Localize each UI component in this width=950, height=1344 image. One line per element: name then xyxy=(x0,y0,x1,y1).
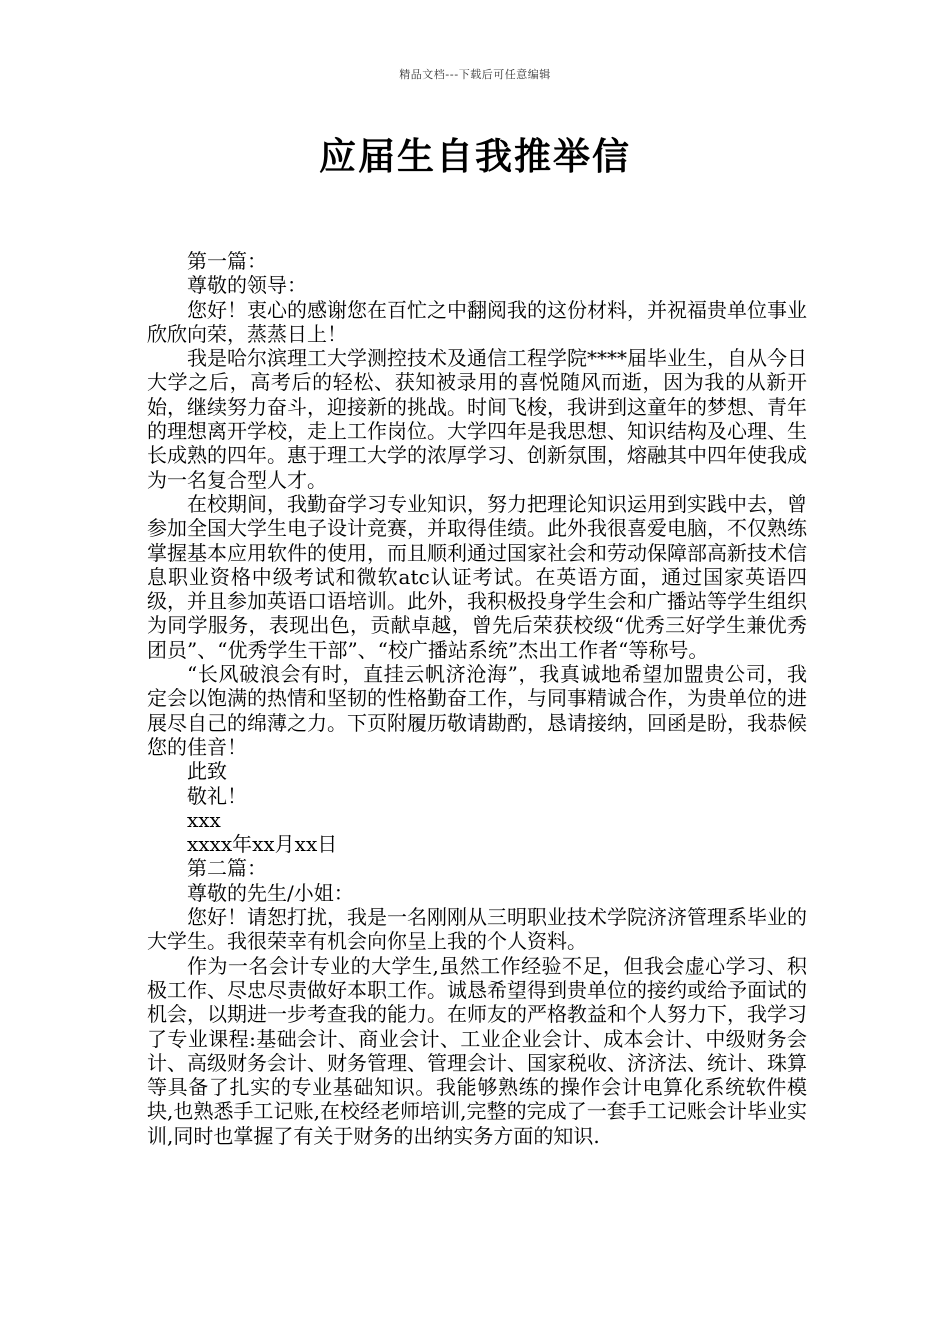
paragraph: 第一篇： xyxy=(187,249,267,273)
paragraph: xxx xyxy=(187,807,221,832)
paragraph: “长风破浪会有时，直挂云帆济沧海”，我真诚地希望加盟贵公司，我定会以饱满的热情和坚韧的性格勤奋工作，与同事精诚合作，为贵单位的进展尽自己的绵薄之力。下页附履历敬请勘酌，恳请接纳，回函是盼，我恭候您的佳音！ xyxy=(147,662,807,759)
paragraph: 敬礼！ xyxy=(187,783,247,808)
paragraph: 第二篇： xyxy=(187,856,267,881)
paragraph: xxxx年xx月xx日 xyxy=(187,832,338,857)
paragraph: 您好！请恕打扰，我是一名刚刚从三明职业技术学院济济管理系毕业的大学生。我很荣幸有机会向你呈上我的个人资料。 xyxy=(147,905,807,954)
letter-body xyxy=(147,249,807,1148)
paragraph: 作为一名会计专业的大学生,虽然工作经验不足，但我会虚心学习、积极工作、尽忠尽责做好本职工作。诚恳希望得到贵单位的接约或给予面试的机会，以期进一步考查我的能力。在师友的严格教益和个人努力下，我学习了专业课程:基础会计、商业会计、工业企业会计、成本会计、中级财务会计、高级财务会计、财务管理、管理会计、国家税收、济济法、统计、珠算等具备了扎实的专业基础知识。我能够熟练的操作会计电算化系统软件模块,也熟悉手工记账,在校经老师培训,完整的完成了一套手工记账会计毕业实训,同时也掌握了有关于财务的出纳实务方面的知识. xyxy=(147,953,807,1148)
paragraph: 尊敬的领导： xyxy=(187,273,307,298)
paragraph: 在校期间，我勤奋学习专业知识，努力把理论知识运用到实践中去，曾参加全国大学生电子设计竞赛，并取得佳绩。此外我很喜爱电脑，不仅熟练掌握基本应用软件的使用，而且顺利通过国家社会和劳动保障部高新技术信息职业资格中级考试和微软atc认证考试。在英语方面，通过国家英语四级，并且参加英语口语培训。此外，我积极投身学生会和广播站等学生组织为同学服务，表现出色，贡献卓越，曾先后荣获校级“优秀三好学生兼优秀团员”、“优秀学生干部”、“校广播站系统”杰出工作者“等称号。 xyxy=(147,491,807,662)
paragraph: 此致 xyxy=(187,759,227,784)
paragraph: 我是哈尔滨理工大学测控技术及通信工程学院****届毕业生，自从今日大学之后，高考后的轻松、获知被录用的喜悦随风而逝，因为我的从新开始，继续努力奋斗，迎接新的挑战。时间飞梭，我讲到这童年的梦想、青年的理想离开学校，走上工作岗位。大学四年是我思想、知识结构及心理、生长成熟的四年。惠于理工大学的浓厚学习、创新氛围，熔融其中四年使我成为一名复合型人才。 xyxy=(147,346,807,492)
document-title: 应届生自我推举信 xyxy=(319,135,631,178)
paragraph: 尊敬的先生/小姐： xyxy=(187,880,354,905)
paragraph: 您好！衷心的感谢您在百忙之中翻阅我的这份材料，并祝福贵单位事业欣欣向荣，蒸蒸日上！ xyxy=(147,297,807,346)
header-note: 精品文档---下载后可任意编辑 xyxy=(399,68,551,81)
